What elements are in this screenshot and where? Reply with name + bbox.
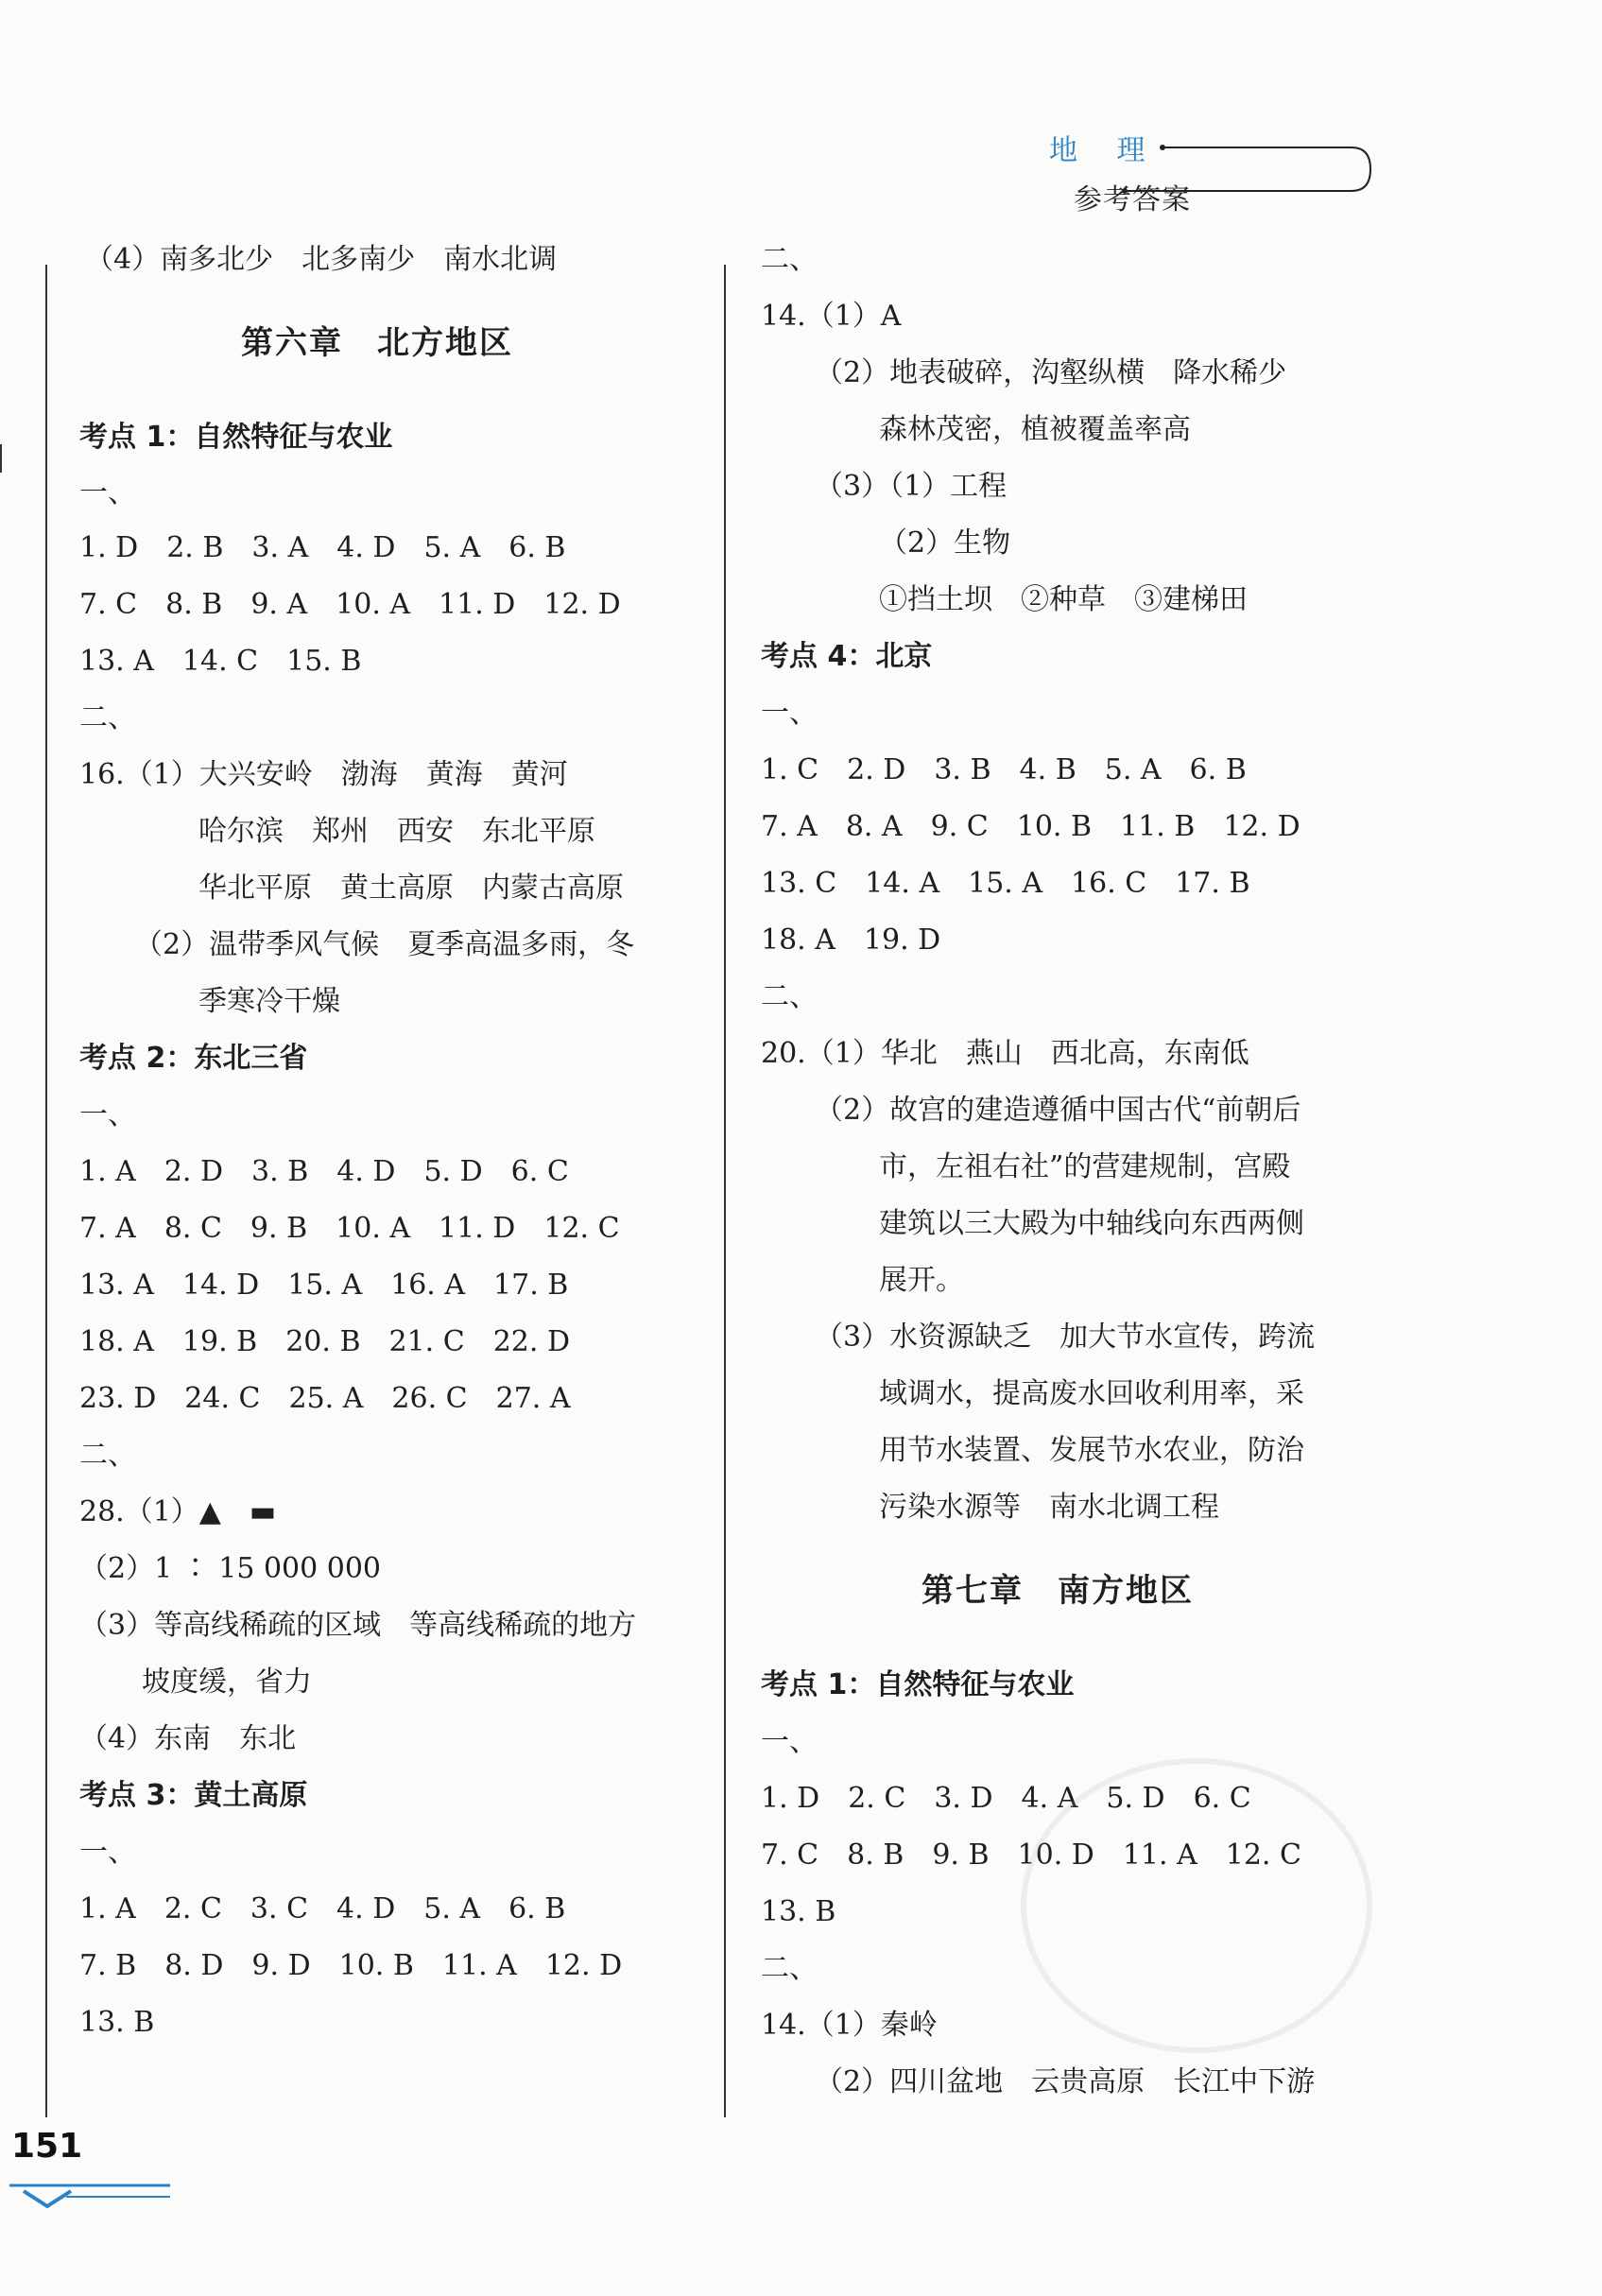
answer-line: 13. A 14. D 15. A 16. A 17. B <box>79 1269 569 1302</box>
answer-line: 华北平原 黄土高原 内蒙古高原 <box>198 872 624 905</box>
answer-line: （4）东南 东北 <box>79 1722 297 1755</box>
chapter-title: 第六章 北方地区 <box>241 324 513 362</box>
answer-line: 1. A 2. C 3. C 4. D 5. A 6. B <box>79 1892 566 1925</box>
answer-line: 13. B <box>761 1895 836 1928</box>
answer-line: 域调水，提高废水回收利用率，采 <box>879 1377 1304 1410</box>
answer-line: 二、 <box>79 701 136 734</box>
answer-line: ①挡土坝 ②种草 ③建梯田 <box>879 583 1248 616</box>
answer-line: 18. A 19. B 20. B 21. C 22. D <box>79 1325 570 1358</box>
answer-line: 13. C 14. A 15. A 16. C 17. B <box>761 867 1250 900</box>
answer-line: （2）四川盆地 云贵高原 长江中下游 <box>815 2065 1316 2098</box>
answer-line: 二、 <box>761 1952 818 1985</box>
answer-line: 20.（1）华北 燕山 西北高，东南低 <box>761 1037 1249 1070</box>
answer-line: 坡度缓，省力 <box>142 1666 312 1699</box>
answer-line: 二、 <box>761 980 818 1013</box>
answer-line: （2）生物 <box>879 527 1011 560</box>
answer-line: 用节水装置、发展节水农业，防治 <box>879 1434 1304 1467</box>
answer-line: 一、 <box>761 1725 818 1758</box>
answer-line: 一、 <box>79 1836 136 1869</box>
left-margin-line <box>45 265 47 2117</box>
answer-line: 14.（1）秦岭 <box>761 2009 938 2042</box>
answer-line: （4）南多北少 北多南少 南水北调 <box>85 243 558 276</box>
answer-line: 季寒冷干燥 <box>198 985 340 1018</box>
answer-line: 1. C 2. D 3. B 4. B 5. A 6. B <box>761 753 1247 786</box>
chapter-title: 第七章 南方地区 <box>922 1572 1194 1610</box>
section-heading: 考点 1：自然特征与农业 <box>761 1668 1075 1701</box>
answer-line: 23. D 24. C 25. A 26. C 27. A <box>79 1382 571 1415</box>
answer-line: （2）故宫的建造遵循中国古代“前朝后 <box>815 1094 1301 1127</box>
answer-line: 污染水源等 南水北调工程 <box>879 1491 1219 1524</box>
answer-line: 7. C 8. B 9. A 10. A 11. D 12. D <box>79 588 621 621</box>
margin-mark <box>0 444 2 473</box>
section-heading: 考点 1：自然特征与农业 <box>79 421 393 454</box>
column-divider <box>724 265 726 2117</box>
watermark-stamp <box>1021 1758 1372 2053</box>
answer-line: 14.（1）A <box>761 300 902 333</box>
answer-line: （3）水资源缺乏 加大节水宣传，跨流 <box>815 1321 1316 1354</box>
answer-line: 建筑以三大殿为中轴线向东西两侧 <box>879 1207 1304 1240</box>
answer-line: 7. A 8. C 9. B 10. A 11. D 12. C <box>79 1212 620 1245</box>
answer-line: （2）地表破碎，沟壑纵横 降水稀少 <box>815 356 1287 389</box>
answer-line: 森林茂密，植被覆盖率高 <box>879 413 1191 446</box>
answer-line: 市，左祖右社”的营建规制，宫殿 <box>879 1150 1291 1183</box>
answer-line: 16.（1）大兴安岭 渤海 黄海 黄河 <box>79 758 568 791</box>
answer-line: 一、 <box>761 697 818 730</box>
answer-line: 28.（1）▲ ▬ <box>79 1495 277 1528</box>
section-heading: 考点 2：东北三省 <box>79 1042 308 1075</box>
answer-line: （3）等高线稀疏的区域 等高线稀疏的地方 <box>79 1609 637 1642</box>
page-number: 151 <box>11 2127 83 2166</box>
page-header <box>1049 127 1389 221</box>
page-number-decoration <box>0 2174 189 2212</box>
subject-title: 地 理 <box>1049 134 1161 167</box>
answer-line: 13. B <box>79 2006 155 2039</box>
answer-line: 7. A 8. A 9. C 10. B 11. B 12. D <box>761 810 1301 843</box>
answer-line: 二、 <box>761 243 818 276</box>
answer-line: 1. A 2. D 3. B 4. D 5. D 6. C <box>79 1155 569 1188</box>
answer-line: 7. C 8. B 9. B 10. D 11. A 12. C <box>761 1839 1301 1872</box>
answer-line: 18. A 19. D <box>761 924 941 957</box>
answer-line: 二、 <box>79 1439 136 1472</box>
section-heading: 考点 4：北京 <box>761 640 933 673</box>
answer-line: 一、 <box>79 476 136 509</box>
answers-title: 参考答案 <box>1074 183 1191 216</box>
answer-line: （2）温带季风气候 夏季高温多雨，冬 <box>134 928 635 961</box>
answer-line: 一、 <box>79 1098 136 1131</box>
answer-line: （3）（1）工程 <box>815 470 1008 503</box>
answer-line: 1. D 2. C 3. D 4. A 5. D 6. C <box>761 1782 1251 1815</box>
answer-line: 展开。 <box>879 1264 964 1297</box>
section-heading: 考点 3：黄土高原 <box>79 1779 308 1812</box>
answer-line: 7. B 8. D 9. D 10. B 11. A 12. D <box>79 1949 623 1982</box>
answer-line: 13. A 14. C 15. B <box>79 645 362 678</box>
answer-line: 哈尔滨 郑州 西安 东北平原 <box>198 815 595 848</box>
answer-line: 1. D 2. B 3. A 4. D 5. A 6. B <box>79 531 566 564</box>
answer-line: （2）1 ∶ 15 000 000 <box>79 1552 382 1585</box>
